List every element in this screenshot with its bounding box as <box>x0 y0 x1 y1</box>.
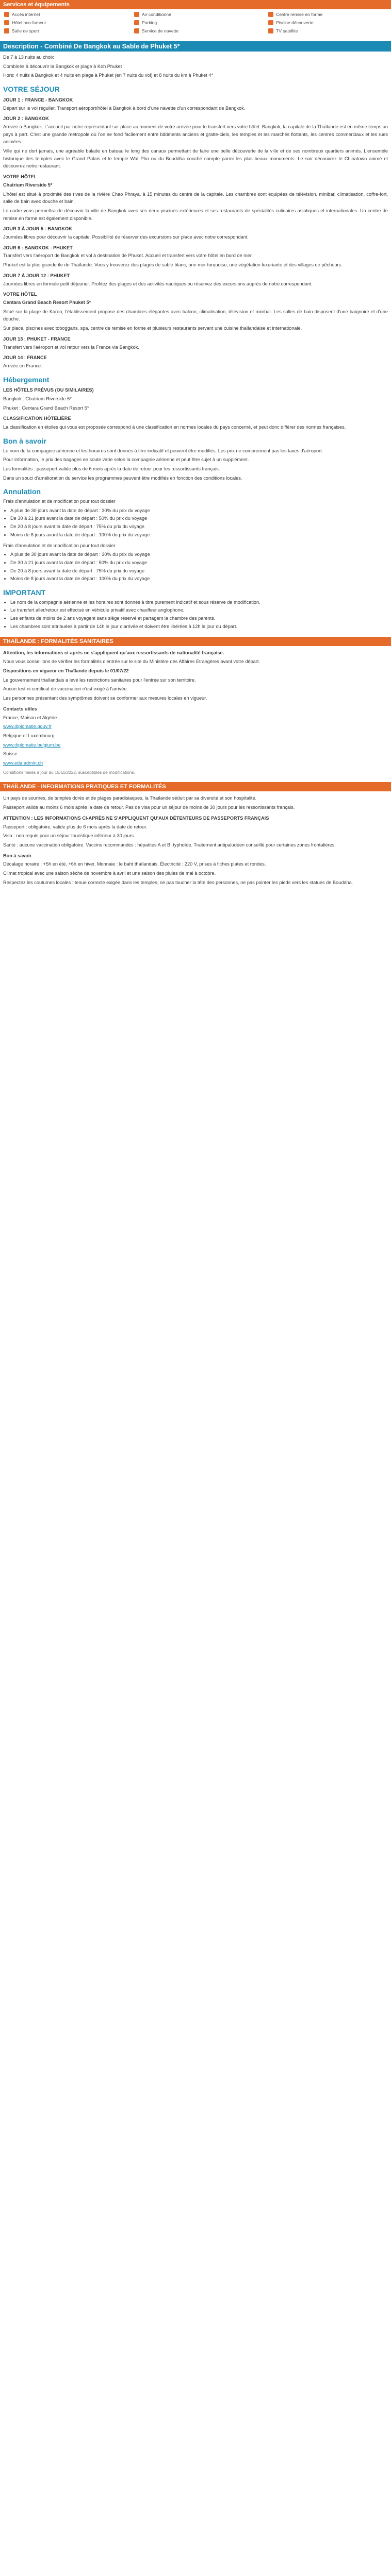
list-item: • De 20 à 8 jours avant la date de départ : 75% du prix du voyage <box>10 567 388 575</box>
contacts-title: Contacts utiles <box>3 706 37 711</box>
list-item: • Les enfants de moins de 2 ans voyagent sans siège réservé et partagent la chambre des parents. <box>10 615 388 622</box>
intro-line: Hors: 4 nuits à Bangkok et 4 nuits en plage à Phuket (en 7 nuits du vol) et 8 nuits du km à Phuket 4* <box>3 73 214 78</box>
list-item: • De 20 à 8 jours avant la date de départ : 75% du prix du voyage <box>10 523 388 531</box>
thai-warning: ATTENTION : LES INFORMATIONS CI-APRÈS NE S'APPLIQUENT QU'AUX DÉTENTEURS DE PASSEPORTS FRANÇAIS <box>3 815 269 821</box>
description-body <box>3 54 388 888</box>
section-title-hebergement: Hébergement <box>3 375 50 384</box>
annulation-list <box>3 551 388 583</box>
list-item: • Moins de 8 jours avant la date de départ : 100% du prix du voyage <box>10 575 388 583</box>
intro-line: Combinés à découvrir la Bangkok et plage à Koh Phuket <box>3 63 122 69</box>
day-text: Journées libres en formule petit déjeuner. Profitez des plages et des activités nautiques ou réservez des excursions auprès de notre correspondant. <box>3 281 313 286</box>
bon-text: Pour information, le prix des bagages en soute varie selon la compagnie aérienne et peut être sujet à un supplément. <box>3 457 249 463</box>
formalities-text: Attention, les informations ci-après ne s'appliquent qu'aux ressortissants de nationalité française. <box>3 650 224 655</box>
section-title-bon: Bon à savoir <box>3 436 47 445</box>
service-internet: Accès internet <box>4 11 40 18</box>
hotel-list-item: Phuket : Centara Grand Beach Resort 5* <box>3 405 89 411</box>
section-title-important: IMPORTANT <box>3 588 46 597</box>
classification-text: La classification en étoiles qui vous est proposée correspond à une classification en normes locales du pays concerné, et peut donc différer des normes françaises. <box>3 425 346 430</box>
list-item: • A plus de 30 jours avant la date de départ : 30% du prix du voyage <box>10 551 388 558</box>
list-item: • Moins de 8 jours avant la date de départ : 100% du prix du voyage <box>10 531 388 539</box>
hotel-heading: VOTRE HÔTEL <box>3 292 37 297</box>
day-text: Journées libres pour découvrir la capitale. Possibilité de réserver des excursions sur place avec notre correspondant. <box>3 234 249 240</box>
intro-line: De 7 à 13 nuits au choix <box>3 55 54 60</box>
hotel-text: L'hôtel est situé à proximité des rives de la rivière Chao Phraya, à 15 minutes du centre de la capitale. Les chambres sont équipées de télévision, minibar, climatisation, coffre-fort, salle de bain avec douche et bain. <box>3 191 388 205</box>
service-aircon: Air conditionné <box>134 11 171 18</box>
conditions-note: Conditions mises à jour au 15/11/2022, susceptibles de modifications. <box>3 769 135 775</box>
important-list <box>3 599 388 631</box>
hotel-text: Sur place, piscines avec toboggans, spa, centre de remise en forme et plusieurs restaurants servant une cuisine thaïlandaise et internationale. <box>3 326 302 331</box>
contact-line: Belgique et Luxembourg <box>3 733 55 738</box>
thai-bon-title: Bon à savoir <box>3 853 32 858</box>
service-nonsmoking: Hôtel non-fumeur <box>4 20 46 26</box>
thai-text: Santé : aucune vaccination obligatoire. Vaccins recommandés : hépatites A et B, typhoïde. Traitement antipaludéen conseillé pour certaines zones frontalières. <box>3 842 336 848</box>
snowflake-icon <box>134 12 139 17</box>
dumbbell-icon <box>268 12 273 17</box>
contact-link[interactable]: www.diplomatie.gouv.fr <box>3 724 52 730</box>
annulation-text: Frais d'annulation et de modification pour tout dossier <box>3 543 116 548</box>
day-text: Ville qui ne dort jamais, une agréable balade en bateau le long des canaux permettant de faire une belle découverte de la ville et de ses nombreux quartiers animés. L'ensemble historique des temples avec le Grand Palais et le temple Wat Pho ou du Bouddha couché compte parmi les plus beaux monuments. Le soir découvrez le Chinatown animé et découvrez notre restaurant. <box>3 148 388 169</box>
bon-text: Les formalités : passeport valide plus de 6 mois après la date de retour pour les ressortissants français. <box>3 466 220 471</box>
list-item: • Le transfert aller/retour est effectué en véhicule privatif avec chauffeur anglophone. <box>10 606 388 614</box>
bon-text: Le nom de la compagnie aérienne et les horaires sont donnés à titre indicatif et peuvent être modifiés. Les prix ne comprennent pas les taxes d'aéroport. <box>3 448 323 453</box>
hotel-text: Le cadre vous permettra de découvrir la ville de Bangkok avec ses deux piscines extérieures et ses restaurants de spécialités culinaires asiatiques et internationales. Un centre de remise en forme est également disponible. <box>3 208 388 221</box>
pool-icon <box>268 20 273 25</box>
no-smoking-icon <box>4 20 9 25</box>
tv-icon <box>268 28 273 33</box>
contact-line: France, Maison et Algérie <box>3 715 57 720</box>
day-text: Transfert vers l'aéroport et vol retour vers la France via Bangkok. <box>3 344 139 350</box>
thai-text: Un pays de sourires, de temples dorés et de plages paradisiaques, la Thaïlande séduit par sa diversité et son hospitalité. <box>3 795 257 801</box>
hotel-heading: VOTRE HÔTEL <box>3 174 37 180</box>
list-item: • A plus de 30 jours avant la date de départ : 30% du prix du voyage <box>10 507 388 515</box>
contact-link[interactable]: www.eda.admin.ch <box>3 760 43 766</box>
service-shuttle: Service de navette <box>134 28 178 34</box>
day-title: JOUR 1 : FRANCE - BANGKOK <box>3 97 73 103</box>
day-title: JOUR 13 : PHUKET - FRANCE <box>3 336 71 342</box>
formalities-text: Les personnes présentant des symptômes doivent se conformer aux mesures locales en vigueur. <box>3 696 207 701</box>
day-text: Départ sur le vol régulier. Transport aéroport/hôtel à Bangkok à bord d'une navette d'un correspondant de Bangkok. <box>3 105 246 111</box>
day-text: Arrivée à Bangkok. L'accueil par notre représentant sur place au moment de votre arrivée pour le transfert vers votre hôtel. Bangkok, la capitale de la Thaïlande est en même temps un pays à part. C'est une grande métropole où l'on se fond facilement entre bâtiments anciens et gratte-ciels, les temples et les marchés flottants, les centres commerciaux et les rues animées. <box>3 124 388 145</box>
formalities-text: Nous vous conseillons de vérifier les formalités d'entrée sur le site du Ministère des Affaires Etrangères avant votre départ. <box>3 659 260 665</box>
services-grid <box>0 11 391 38</box>
annulation-list <box>3 507 388 539</box>
formalities-text: Aucun test ni certificat de vaccination n'est exigé à l'arrivée. <box>3 686 128 692</box>
list-item: • De 30 à 21 jours avant la date de départ : 50% du prix du voyage <box>10 515 388 522</box>
hotel-list-item: Bangkok : Chatrium Riverside 5* <box>3 396 72 402</box>
contact-line: Suisse <box>3 751 18 757</box>
shuttle-icon <box>134 28 139 33</box>
list-item: • Les chambres sont attribuées à partir de 14h le jour d'arrivée et doivent être libérées à 12h le jour du départ. <box>10 623 388 631</box>
day-title: JOUR 2 : BANGKOK <box>3 116 49 122</box>
thai-text: Passeport valide au moins 6 mois après la date de retour. Pas de visa pour un séjour de moins de 30 jours pour les ressortissants français. <box>3 805 295 810</box>
day-text: Phuket est la plus grande île de Thaïlande. Vous y trouverez des plages de sable blanc, une mer turquoise, une végétation luxuriante et des villages de pêcheurs. <box>3 262 343 268</box>
hotel-name: Centara Grand Beach Resort Phuket 5* <box>3 299 91 305</box>
list-item: • De 30 à 21 jours avant la date de départ : 50% du prix du voyage <box>10 559 388 567</box>
bon-text: Dans un souci d'amélioration du service les programmes peuvent être modifiés en fonction des conditions locales. <box>3 475 242 481</box>
service-pool: Piscine découverte <box>268 20 314 26</box>
thai-info-bar: THAÏLANDE - INFORMATIONS PRATIQUES ET FORMALITÉS <box>0 782 391 791</box>
contact-link[interactable]: www.diplomatie.belgium.be <box>3 742 61 748</box>
day-text: Transfert vers l'aéroport de Bangkok et vol à destination de Phuket. Accueil et transfert vers votre hôtel en bord de mer. <box>3 253 253 259</box>
formalities-text: Le gouvernement thaïlandais a levé les restrictions sanitaires pour l'entrée sur son territoire. <box>3 677 196 683</box>
hebergement-subtitle: LES HÔTELS PRÉVUS (OU SIMILAIRES) <box>3 387 94 393</box>
services-title: Services et équipements <box>0 0 391 9</box>
thai-text: Visa : non requis pour un séjour touristique inférieur à 30 jours. <box>3 833 135 839</box>
section-title-annulation: Annulation <box>3 487 41 496</box>
wifi-icon <box>4 12 9 17</box>
gym-icon <box>4 28 9 33</box>
parking-icon <box>134 20 139 25</box>
section-title-sejour: VOTRE SÉJOUR <box>3 85 60 94</box>
thai-text: Climat tropical avec une saison sèche de novembre à avril et une saison des pluies de mai à octobre. <box>3 871 216 876</box>
annulation-text: Frais d'annulation et de modification pour tout dossier <box>3 499 116 504</box>
thai-text: Décalage horaire : +5h en été, +6h en hiver. Monnaie : le baht thaïlandais. Électricité : 220 V, prises à fiches plates et rondes. <box>3 861 266 867</box>
thai-text: Passeport : obligatoire, valide plus de 6 mois après la date de retour. <box>3 824 148 829</box>
service-parking: Parking <box>134 20 157 26</box>
service-tv: TV satellite <box>268 28 298 34</box>
formalities-bar: THAÏLANDE : FORMALITÉS SANITAIRES <box>0 637 391 646</box>
hotel-name: Chatrium Riverside 5* <box>3 182 53 188</box>
classification-title: CLASSIFICATION HÔTELIÈRE <box>3 416 71 421</box>
day-title: JOUR 6 : BANGKOK - PHUKET <box>3 245 73 250</box>
hotel-text: Situé sur la plage de Karon, l'établissement propose des chambres élégantes avec balcon, climatisation, télévision et minibar. Les salles de bain disposent d'une baignoire et d'une douche. <box>3 309 388 322</box>
description-title-bar: Description - Combiné De Bangkok au Sable de Phuket 5* <box>0 41 391 52</box>
day-title: JOUR 14 : FRANCE <box>3 355 47 361</box>
list-item: • Le nom de la compagnie aérienne et les horaires sont donnés à titre purement indicatif et sous réserve de modification. <box>10 599 388 606</box>
thai-text: Respectez les coutumes locales : tenue correcte exigée dans les temples, ne pas toucher la tête des personnes, ne pas pointer les pieds vers les statues de Bouddha. <box>3 879 353 885</box>
service-gym: Salle de sport <box>4 28 39 34</box>
service-fitness: Centre remise en forme <box>268 11 322 18</box>
day-text: Arrivée en France. <box>3 363 42 368</box>
day-title: JOUR 7 À JOUR 12 : PHUKET <box>3 273 70 278</box>
formalities-text: Dispositions en vigueur en Thaïlande depuis le 01/07/22 <box>3 668 129 673</box>
services-section <box>0 0 391 39</box>
day-title: JOUR 3 À JOUR 5 : BANGKOK <box>3 226 72 232</box>
